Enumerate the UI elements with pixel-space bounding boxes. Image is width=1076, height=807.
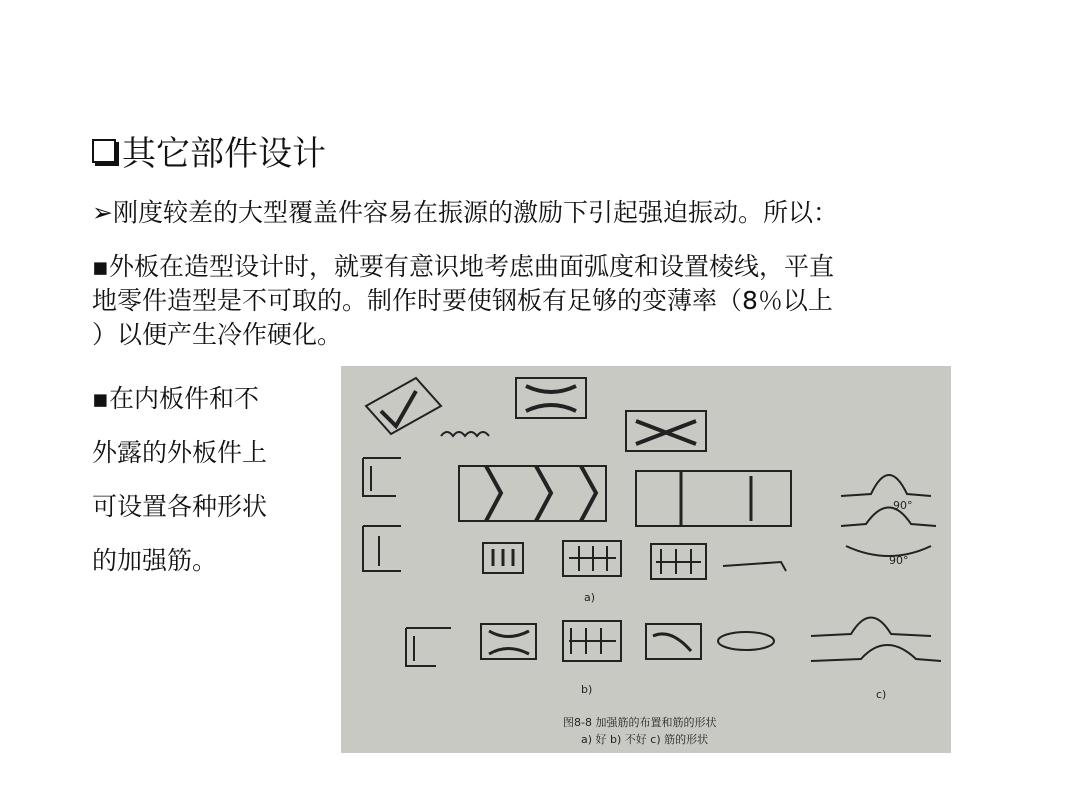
rib-profile-5 — [811, 645, 941, 661]
label-a: a) — [584, 591, 596, 604]
paragraph-outer-panel — [92, 250, 992, 352]
plate-sketch — [366, 378, 441, 434]
oval-rib — [718, 632, 774, 650]
degree-label-2: 90° — [889, 554, 909, 567]
degree-label-1: 90° — [893, 499, 913, 512]
figure-caption-title: 图8-8 加强筋的布置和筋的形状 — [563, 716, 717, 729]
corner-sketch — [363, 458, 401, 496]
corner-sketch-2 — [363, 526, 401, 571]
rib-profile-4 — [811, 618, 931, 637]
figure-caption-sub: a) 好 b) 不好 c) 筋的形状 — [581, 733, 709, 746]
wave-profile — [441, 432, 489, 436]
pattern-ribs-box-2 — [646, 624, 701, 659]
para-line: 地零件造型是不可取的。制作时要使钢板有足够的变薄率（8％以上 — [92, 286, 833, 315]
left-line: 外露的外板件上 — [92, 438, 268, 467]
rib-profile-2 — [841, 508, 936, 527]
label-c: c) — [876, 688, 887, 701]
rib-profile-1 — [841, 475, 931, 496]
left-line: 可设置各种形状 — [92, 492, 268, 521]
heading-text: 其它部件设计 — [122, 134, 326, 174]
left-line: 的加强筋。 — [92, 546, 218, 575]
para-line: ）以便产生冷作硬化。 — [92, 320, 343, 349]
checkbox-bullet-icon — [92, 139, 116, 163]
v-rib-sketch — [381, 391, 416, 426]
stiffener-figure-photo — [341, 366, 951, 753]
channel-2 — [636, 471, 791, 526]
slide-heading — [92, 132, 326, 176]
para-line: ▪外板在造型设计时，就要有意识地考虑曲面弧度和设置棱线，平直 — [92, 252, 834, 281]
corner-sketch-3 — [406, 628, 451, 666]
figure-drawing — [341, 366, 951, 753]
left-line: ▪在内板件和不 — [92, 384, 259, 413]
paragraph-inner-panel — [92, 372, 267, 588]
bullet-intro: ➢刚度较差的大型覆盖件容易在振源的激励下引起强迫振动。所以： — [92, 198, 838, 227]
label-b: b) — [581, 683, 593, 696]
small-profile — [723, 562, 786, 571]
